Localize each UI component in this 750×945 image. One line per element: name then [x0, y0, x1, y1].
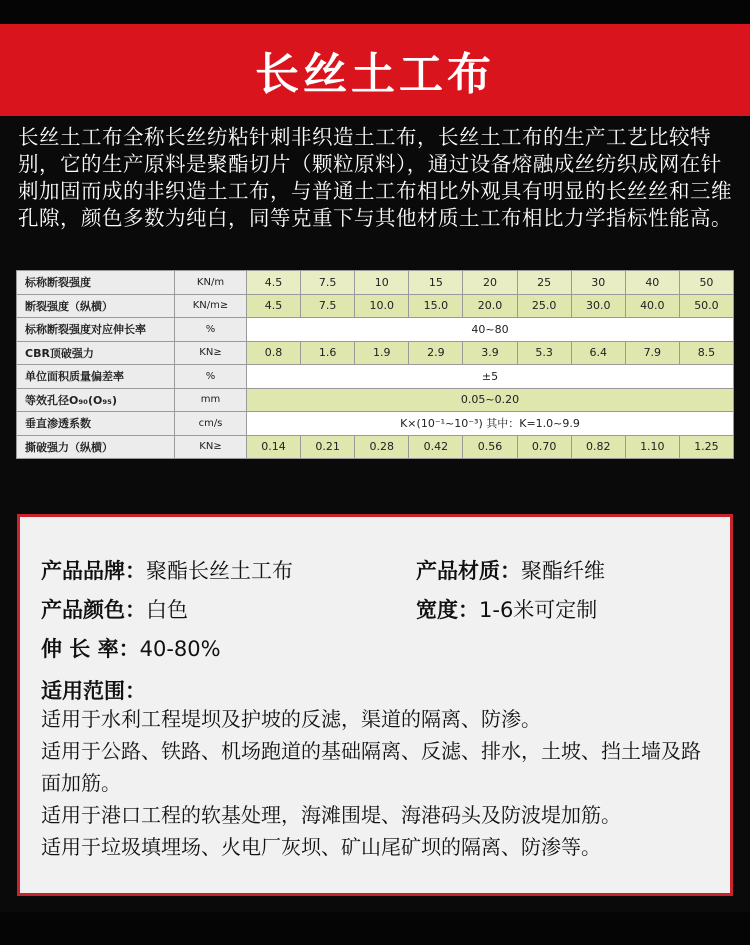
value-cell: 7.9 [625, 341, 679, 365]
table-row [17, 271, 734, 295]
value-cell: 0.82 [571, 435, 625, 459]
span-value-cell: K×(10⁻¹~10⁻³) 其中：K=1.0~9.9 [247, 412, 734, 436]
param-name-cell: 等效孔径O₉₀(O₉₅) [17, 388, 175, 412]
value-cell: 7.5 [301, 294, 355, 318]
spec-table [16, 270, 734, 459]
intro-paragraph: 长丝土工布全称长丝纺粘针刺非织造土工布，长丝土工布的生产工艺比较特别，它的生产原料是聚酯切片（颗粒原料），通过设备熔融成丝纺织成网在针刺加固而成的非织造土工布，与普通土工布相比外观具有明显的长丝丝和三维孔隙，颜色多数为纯白，同等克重下与其他材质土工布相比力学指标性能高。 [18, 125, 732, 230]
scope-item: 适用于垃圾填埋场、火电厂灰坝、矿山尾矿坝的隔离、防渗等。 [41, 835, 601, 859]
value-cell: 0.56 [463, 435, 517, 459]
unit-cell: KN≥ [175, 435, 247, 459]
value-cell: 7.5 [301, 271, 355, 295]
value-cell: 0.28 [355, 435, 409, 459]
product-brand [41, 555, 293, 585]
unit-cell: KN/m [175, 271, 247, 295]
page-title: 长丝土工布 [255, 49, 495, 100]
value-cell: 10.0 [355, 294, 409, 318]
product-material [416, 555, 605, 585]
value-cell: 10 [355, 271, 409, 295]
value-cell: 0.21 [301, 435, 355, 459]
span-value-cell: 0.05~0.20 [247, 388, 734, 412]
product-width [416, 594, 597, 624]
value-cell: 50 [679, 271, 733, 295]
value-cell: 20.0 [463, 294, 517, 318]
brand-value: 聚酯长丝土工布 [146, 559, 293, 583]
title-bar [0, 24, 750, 116]
value-cell: 6.4 [571, 341, 625, 365]
bottom-band [0, 912, 750, 945]
value-cell: 0.8 [247, 341, 301, 365]
value-cell: 8.5 [679, 341, 733, 365]
param-name-cell: 垂直渗透系数 [17, 412, 175, 436]
table-row [17, 318, 734, 342]
width-label: 宽度： [416, 598, 479, 622]
value-cell: 4.5 [247, 294, 301, 318]
unit-cell: KN/m≥ [175, 294, 247, 318]
product-elongation [41, 633, 221, 663]
param-name-cell: 断裂强度（纵横） [17, 294, 175, 318]
table-row [17, 341, 734, 365]
value-cell: 15.0 [409, 294, 463, 318]
material-value: 聚酯纤维 [521, 559, 605, 583]
value-cell: 25 [517, 271, 571, 295]
value-cell: 1.6 [301, 341, 355, 365]
value-cell: 1.25 [679, 435, 733, 459]
value-cell: 1.9 [355, 341, 409, 365]
table-row [17, 412, 734, 436]
value-cell: 15 [409, 271, 463, 295]
span-value-cell: 40~80 [247, 318, 734, 342]
value-cell: 40 [625, 271, 679, 295]
param-name-cell: 标称断裂强度 [17, 271, 175, 295]
unit-cell: mm [175, 388, 247, 412]
value-cell: 0.70 [517, 435, 571, 459]
product-info-box [17, 514, 733, 896]
elongation-label: 伸 长 率： [41, 637, 140, 661]
top-band [0, 0, 750, 24]
unit-cell: % [175, 365, 247, 389]
color-value: 白色 [146, 598, 188, 622]
value-cell: 20 [463, 271, 517, 295]
brand-label: 产品品牌： [41, 559, 146, 583]
scope-list [41, 703, 717, 863]
table-row [17, 294, 734, 318]
unit-cell: % [175, 318, 247, 342]
value-cell: 40.0 [625, 294, 679, 318]
unit-cell: KN≥ [175, 341, 247, 365]
value-cell: 4.5 [247, 271, 301, 295]
value-cell: 50.0 [679, 294, 733, 318]
color-label: 产品颜色： [41, 598, 146, 622]
span-value-cell: ±5 [247, 365, 734, 389]
param-name-cell: 标称断裂强度对应伸长率 [17, 318, 175, 342]
value-cell: 5.3 [517, 341, 571, 365]
product-color [41, 594, 188, 624]
elongation-value: 40-80% [139, 637, 221, 661]
scope-item: 适用于水利工程堤坝及护坡的反滤，渠道的隔离、防渗。 [41, 707, 541, 731]
value-cell: 30.0 [571, 294, 625, 318]
table-row [17, 365, 734, 389]
table-row [17, 435, 734, 459]
param-name-cell: 单位面积质量偏差率 [17, 365, 175, 389]
unit-cell: cm/s [175, 412, 247, 436]
scope-item: 适用于公路、铁路、机场跑道的基础隔离、反滤、排水，土坡、挡土墙及路面加筋。 [41, 739, 701, 795]
scope-item: 适用于港口工程的软基处理，海滩围堤、海港码头及防波堤加筋。 [41, 803, 621, 827]
value-cell: 0.14 [247, 435, 301, 459]
scope-title: 适用范围： [41, 679, 146, 703]
value-cell: 25.0 [517, 294, 571, 318]
value-cell: 30 [571, 271, 625, 295]
value-cell: 0.42 [409, 435, 463, 459]
value-cell: 3.9 [463, 341, 517, 365]
value-cell: 2.9 [409, 341, 463, 365]
value-cell: 1.10 [625, 435, 679, 459]
material-label: 产品材质： [416, 559, 521, 583]
table-row [17, 388, 734, 412]
param-name-cell: CBR顶破强力 [17, 341, 175, 365]
width-value: 1-6米可定制 [479, 598, 598, 622]
param-name-cell: 撕破强力（纵横） [17, 435, 175, 459]
